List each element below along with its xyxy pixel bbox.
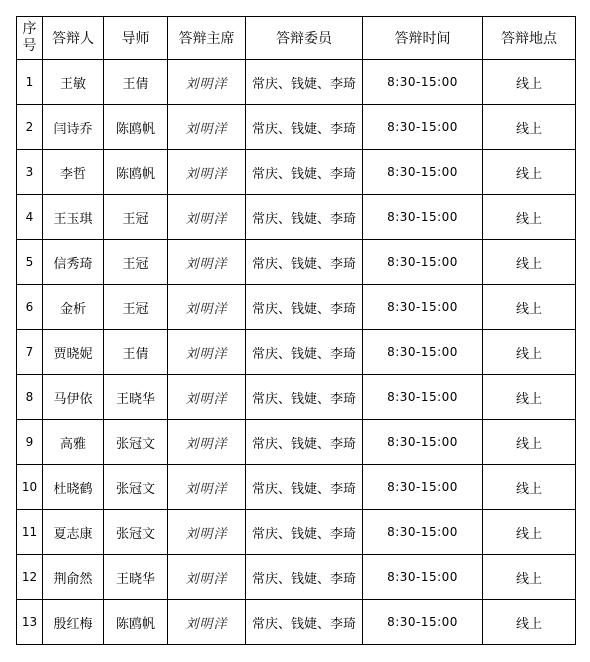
- cell-index: 9: [17, 420, 43, 465]
- cell-index: 5: [17, 240, 43, 285]
- header-advisor: 导师: [104, 17, 168, 60]
- cell-advisor: 陈鸥帆: [104, 150, 168, 195]
- table-row: [17, 420, 576, 465]
- cell-time: 8:30-15:00: [363, 375, 483, 420]
- table-row: [17, 60, 576, 105]
- cell-advisor: 张冠文: [104, 465, 168, 510]
- cell-location: 线上: [483, 150, 576, 195]
- cell-student: 李哲: [43, 150, 104, 195]
- table-row: [17, 600, 576, 645]
- cell-time: 8:30-15:00: [363, 420, 483, 465]
- cell-student: 信秀琦: [43, 240, 104, 285]
- table-header: [17, 17, 576, 60]
- cell-location: 线上: [483, 420, 576, 465]
- cell-chair: 刘明洋: [168, 240, 246, 285]
- cell-student: 殷红梅: [43, 600, 104, 645]
- table-row: [17, 240, 576, 285]
- cell-advisor: 张冠文: [104, 510, 168, 555]
- cell-student: 金析: [43, 285, 104, 330]
- header-time: 答辩时间: [363, 17, 483, 60]
- cell-location: 线上: [483, 555, 576, 600]
- cell-committee: 常庆、钱婕、李琦: [246, 285, 363, 330]
- cell-advisor: 王倩: [104, 60, 168, 105]
- cell-time: 8:30-15:00: [363, 330, 483, 375]
- cell-committee: 常庆、钱婕、李琦: [246, 510, 363, 555]
- table-row: [17, 150, 576, 195]
- cell-chair: 刘明洋: [168, 330, 246, 375]
- cell-committee: 常庆、钱婕、李琦: [246, 465, 363, 510]
- cell-location: 线上: [483, 375, 576, 420]
- cell-time: 8:30-15:00: [363, 285, 483, 330]
- cell-index: 10: [17, 465, 43, 510]
- cell-committee: 常庆、钱婕、李琦: [246, 240, 363, 285]
- table-row: [17, 330, 576, 375]
- cell-committee: 常庆、钱婕、李琦: [246, 150, 363, 195]
- cell-committee: 常庆、钱婕、李琦: [246, 555, 363, 600]
- defense-schedule-sheet: [16, 16, 576, 645]
- cell-chair: 刘明洋: [168, 60, 246, 105]
- cell-index: 13: [17, 600, 43, 645]
- header-committee: 答辩委员: [246, 17, 363, 60]
- cell-advisor: 陈鸥帆: [104, 600, 168, 645]
- cell-committee: 常庆、钱婕、李琦: [246, 195, 363, 240]
- header-chair: 答辩主席: [168, 17, 246, 60]
- cell-location: 线上: [483, 510, 576, 555]
- cell-student: 荆俞然: [43, 555, 104, 600]
- cell-time: 8:30-15:00: [363, 600, 483, 645]
- cell-location: 线上: [483, 330, 576, 375]
- cell-time: 8:30-15:00: [363, 510, 483, 555]
- cell-chair: 刘明洋: [168, 465, 246, 510]
- cell-index: 12: [17, 555, 43, 600]
- cell-time: 8:30-15:00: [363, 195, 483, 240]
- cell-index: 3: [17, 150, 43, 195]
- cell-advisor: 王晓华: [104, 555, 168, 600]
- cell-index: 2: [17, 105, 43, 150]
- cell-time: 8:30-15:00: [363, 105, 483, 150]
- cell-student: 王敏: [43, 60, 104, 105]
- cell-student: 杜晓鹤: [43, 465, 104, 510]
- cell-location: 线上: [483, 285, 576, 330]
- cell-chair: 刘明洋: [168, 420, 246, 465]
- cell-chair: 刘明洋: [168, 600, 246, 645]
- cell-location: 线上: [483, 240, 576, 285]
- table-body: [17, 60, 576, 645]
- cell-advisor: 王冠: [104, 195, 168, 240]
- cell-student: 马伊依: [43, 375, 104, 420]
- table-row: [17, 555, 576, 600]
- cell-student: 王玉琪: [43, 195, 104, 240]
- cell-location: 线上: [483, 195, 576, 240]
- cell-chair: 刘明洋: [168, 510, 246, 555]
- cell-student: 高雅: [43, 420, 104, 465]
- cell-index: 8: [17, 375, 43, 420]
- cell-time: 8:30-15:00: [363, 555, 483, 600]
- cell-committee: 常庆、钱婕、李琦: [246, 330, 363, 375]
- cell-location: 线上: [483, 600, 576, 645]
- table-row: [17, 195, 576, 240]
- header-row: [17, 17, 576, 60]
- cell-chair: 刘明洋: [168, 375, 246, 420]
- cell-student: 夏志康: [43, 510, 104, 555]
- cell-committee: 常庆、钱婕、李琦: [246, 600, 363, 645]
- table-row: [17, 510, 576, 555]
- cell-index: 7: [17, 330, 43, 375]
- cell-index: 4: [17, 195, 43, 240]
- cell-index: 6: [17, 285, 43, 330]
- table-row: [17, 375, 576, 420]
- cell-time: 8:30-15:00: [363, 60, 483, 105]
- table-row: [17, 105, 576, 150]
- cell-chair: 刘明洋: [168, 150, 246, 195]
- cell-advisor: 陈鸥帆: [104, 105, 168, 150]
- cell-chair: 刘明洋: [168, 195, 246, 240]
- cell-location: 线上: [483, 465, 576, 510]
- header-student: 答辩人: [43, 17, 104, 60]
- table-row: [17, 285, 576, 330]
- header-index: 序号: [17, 17, 43, 60]
- cell-advisor: 王倩: [104, 330, 168, 375]
- cell-chair: 刘明洋: [168, 105, 246, 150]
- cell-advisor: 张冠文: [104, 420, 168, 465]
- cell-time: 8:30-15:00: [363, 240, 483, 285]
- table-row: [17, 465, 576, 510]
- cell-advisor: 王冠: [104, 285, 168, 330]
- cell-location: 线上: [483, 105, 576, 150]
- cell-committee: 常庆、钱婕、李琦: [246, 420, 363, 465]
- cell-committee: 常庆、钱婕、李琦: [246, 375, 363, 420]
- cell-committee: 常庆、钱婕、李琦: [246, 105, 363, 150]
- cell-location: 线上: [483, 60, 576, 105]
- cell-chair: 刘明洋: [168, 555, 246, 600]
- cell-time: 8:30-15:00: [363, 150, 483, 195]
- cell-student: 闫诗乔: [43, 105, 104, 150]
- cell-time: 8:30-15:00: [363, 465, 483, 510]
- cell-index: 11: [17, 510, 43, 555]
- cell-chair: 刘明洋: [168, 285, 246, 330]
- cell-advisor: 王晓华: [104, 375, 168, 420]
- defense-schedule-table: [16, 16, 576, 645]
- header-location: 答辩地点: [483, 17, 576, 60]
- cell-advisor: 王冠: [104, 240, 168, 285]
- cell-student: 贾晓妮: [43, 330, 104, 375]
- cell-committee: 常庆、钱婕、李琦: [246, 60, 363, 105]
- cell-index: 1: [17, 60, 43, 105]
